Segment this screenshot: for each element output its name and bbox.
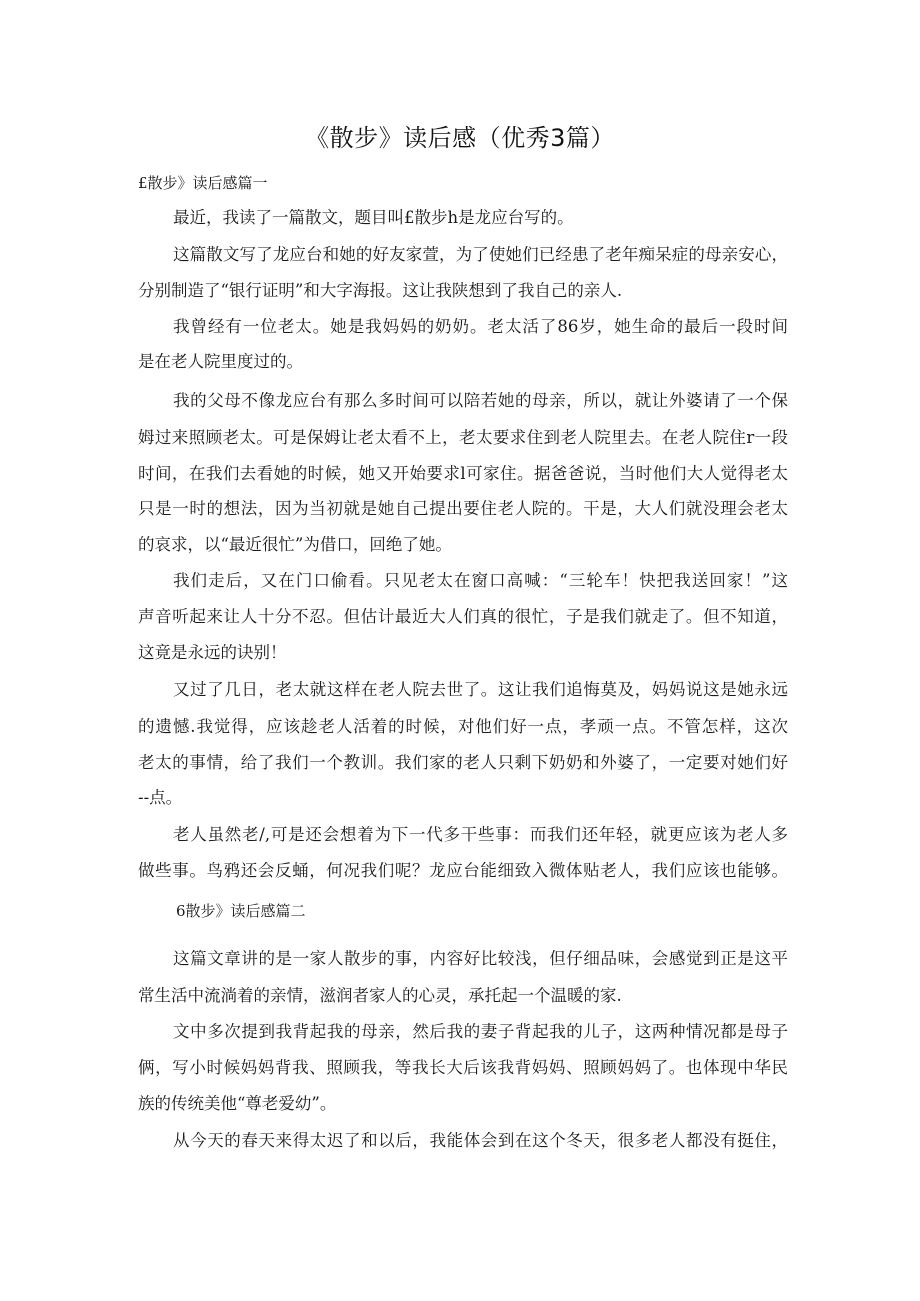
paragraph-line: 分别制造了“银行证明”和大字海报。这让我陕想到了我自己的亲人. bbox=[138, 281, 623, 300]
paragraph-line: 做些事。鸟鸦还会反蛹，何况我们呢？龙应台能细致入微体贴老人，我们应该也能够。 bbox=[138, 861, 788, 880]
paragraph-line: 最近，我读了一篇散文，题目叫£散步h是龙应台写的。 bbox=[173, 208, 574, 227]
paragraph-line: 这竟是永远的诀别！ bbox=[138, 643, 287, 662]
paragraph-line: 姆过来照顾老太。可是保姆让老太看不上，老太要求住到老人院里去。在老人院住r一段 bbox=[138, 428, 788, 447]
paragraph-line: 只是一时的想法，因为当初就是她自己提出要住老人院的。干是，大人们就没理会老太 bbox=[138, 499, 788, 518]
paragraph-line: 族的传统美他“尊老爱幼”。 bbox=[138, 1094, 337, 1113]
section-heading-2: 6散步》读后感篇二 bbox=[176, 902, 306, 920]
paragraph-line: 这篇文章讲的是一家人散步的事，内容好比较浅，但仔细品味，会感觉到正是这平 bbox=[173, 949, 788, 968]
paragraph-line: 的遗憾.我觉得，应该趁老人活着的时候，对他们好一点，孝顽一点。不管怎样，这次 bbox=[138, 717, 788, 736]
paragraph-line: 是在老人院里度过的。 bbox=[138, 352, 303, 371]
paragraph-line: 我的父母不像龙应台有那么多时间可以陪若她的母亲，所以，就让外婆请了一个保 bbox=[173, 391, 788, 410]
paragraph-line: 声音听起来让人十分不忍。但估计最近大人们真的很忙，子是我们就走了。但不知道， bbox=[138, 607, 788, 626]
paragraph-line: 的哀求，以“最近很忙”为借口，回绝了她。 bbox=[138, 535, 452, 554]
paragraph-line: --点。 bbox=[138, 788, 183, 807]
paragraph-line: 老人虽然老/,可是还会想着为下一代多干些事：而我们还年轻，就更应该为老人多 bbox=[173, 825, 788, 844]
document-title: 《散步》读后感（优秀3篇） bbox=[305, 124, 615, 152]
paragraph-line: 老太的事情，给了我们一个教训。我们家的老人只剩下奶奶和外婆了，一定要对她们好 bbox=[138, 753, 788, 772]
paragraph-line: 文中多次提到我背起我的母亲，然后我的妻子背起我的儿子，这两种情况都是母子 bbox=[173, 1022, 788, 1041]
paragraph-line: 从今天的春天来得太迟了和以后，我能体会到在这个冬天，很多老人都没有挺住， bbox=[173, 1131, 788, 1150]
paragraph-line: 俩，写小时候妈妈背我、照顾我，等我长大后该我背妈妈、照顾妈妈了。也体现中华民 bbox=[138, 1058, 788, 1077]
paragraph-line: 我曾经有一位老太。她是我妈妈的奶奶。老太活了86岁，她生命的最后一段时间 bbox=[173, 317, 788, 336]
paragraph-line: 又过了几日，老太就这样在老人院去世了。这让我们追悔莫及，妈妈说这是她永远 bbox=[173, 680, 788, 699]
paragraph-line: 这篇散文写了龙应台和她的好友家萱，为了使她们已经患了老年痴呆症的母亲安心， bbox=[173, 245, 788, 264]
paragraph-line: 我们走后，又在门口偷看。只见老太在窗口高喊：“三轮车！快把我送回家！”这 bbox=[173, 571, 788, 590]
paragraph-line: 常生活中流淌着的亲情，滋润者家人的心灵，承托起一个温暖的家. bbox=[138, 986, 622, 1005]
section-heading-1: £散步》读后感篇一 bbox=[138, 174, 268, 192]
paragraph-line: 时间，在我们去看她的时候，她又开始要求l可家住。据爸爸说，当时他们大人觉得老太 bbox=[138, 464, 788, 483]
